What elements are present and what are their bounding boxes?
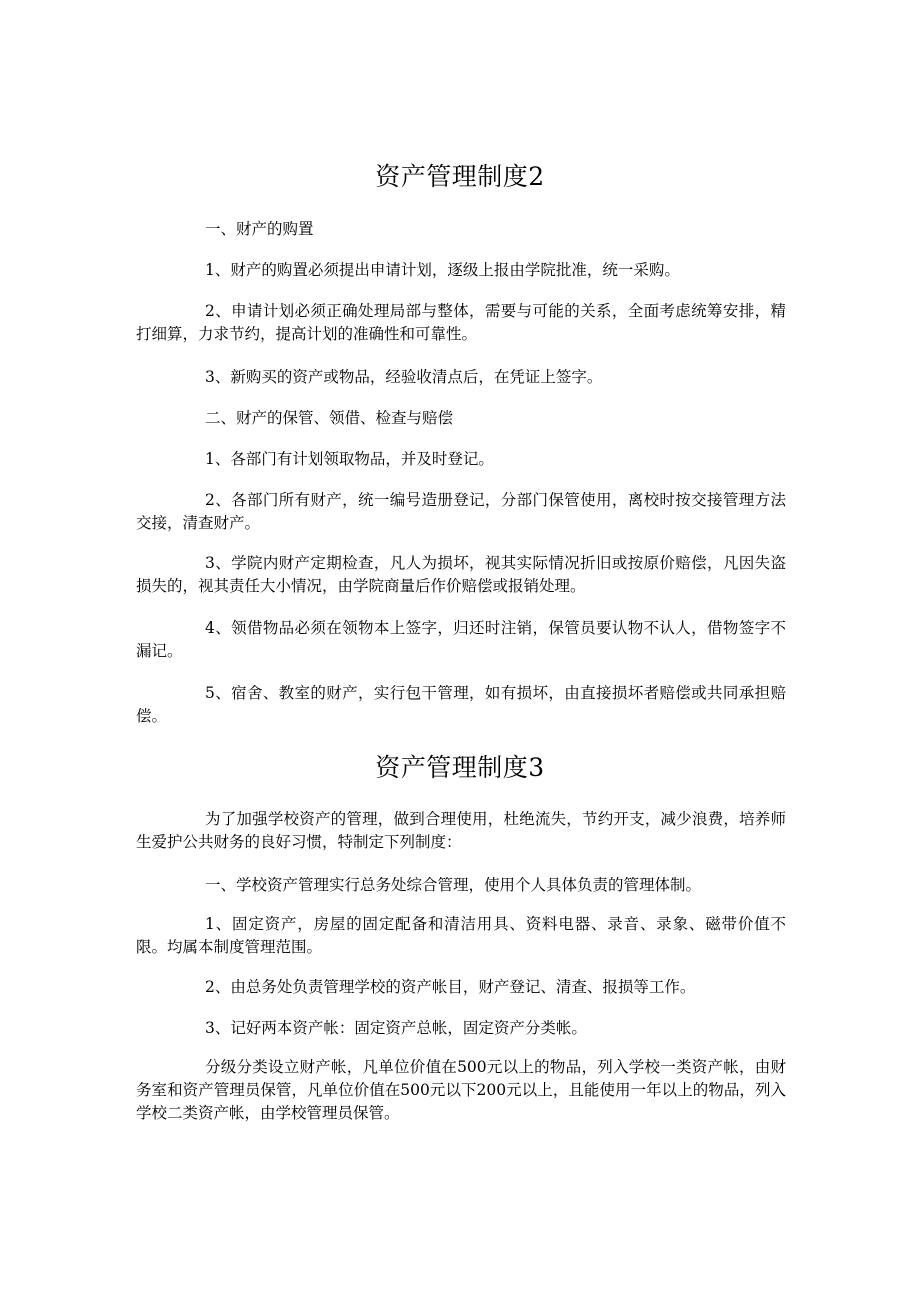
paragraph: 3、记好两本资产帐：固定资产总帐，固定资产分类帐。 [205, 1019, 587, 1037]
paragraph: 1、固定资产，房屋的固定配备和清洁用具、资料电器、录音、录象、磁带价值不限。均属本制度管理范围。 [136, 915, 786, 956]
paragraph: 分级分类设立财产帐，凡单位价值在500元以上的物品，列入学校一类资产帐，由财务室和资产管理员保管，凡单位价值在500元以下200元以上，且能使用一年以上的物品，列入学校二类资产帐，由学校管理员保管。 [136, 1058, 786, 1122]
paragraph: 5、宿舍、教室的财产，实行包干管理，如有损坏，由直接损坏者赔偿或共同承担赔偿。 [136, 684, 786, 725]
paragraph: 1、各部门有计划领取物品，并及时登记。 [205, 450, 494, 468]
section-2-title: 资产管理制度2 [375, 162, 545, 191]
paragraph: 4、领借物品必须在领物本上签字，归还时注销，保管员要认物不认人，借物签字不漏记。 [136, 619, 786, 660]
paragraph: 一、财产的购置 [205, 220, 314, 238]
section-3-title: 资产管理制度3 [375, 753, 545, 782]
paragraph: 3、学院内财产定期检查，凡人为损坏，视其实际情况折旧或按原价赔偿，凡因失盗损失的，视其责任大小情况，由学院商量后作价赔偿或报销处理。 [136, 554, 786, 595]
paragraph: 二、财产的保管、领借、检查与赔偿 [205, 409, 454, 427]
paragraph: 2、由总务处负责管理学校的资产帐目，财产登记、清查、报损等工作。 [205, 978, 696, 996]
paragraph: 2、申请计划必须正确处理局部与整体，需要与可能的关系，全面考虑统筹安排，精打细算，力求节约，提高计划的准确性和可靠性。 [136, 302, 786, 343]
paragraph: 2、各部门所有财产，统一编号造册登记，分部门保管使用，离校时按交接管理方法交接，清查财产。 [136, 491, 786, 532]
paragraph: 为了加强学校资产的管理，做到合理使用，杜绝流失，节约开支，减少浪费，培养师生爱护公共财务的良好习惯，特制定下列制度： [136, 810, 786, 851]
paragraph: 3、新购买的资产或物品，经验收清点后，在凭证上签字。 [205, 368, 603, 386]
paragraph: 一、学校资产管理实行总务处综合管理，使用个人具体负责的管理体制。 [205, 876, 702, 894]
paragraph: 1、财产的购置必须提出申请计划，逐级上报由学院批准，统一采购。 [205, 261, 680, 279]
